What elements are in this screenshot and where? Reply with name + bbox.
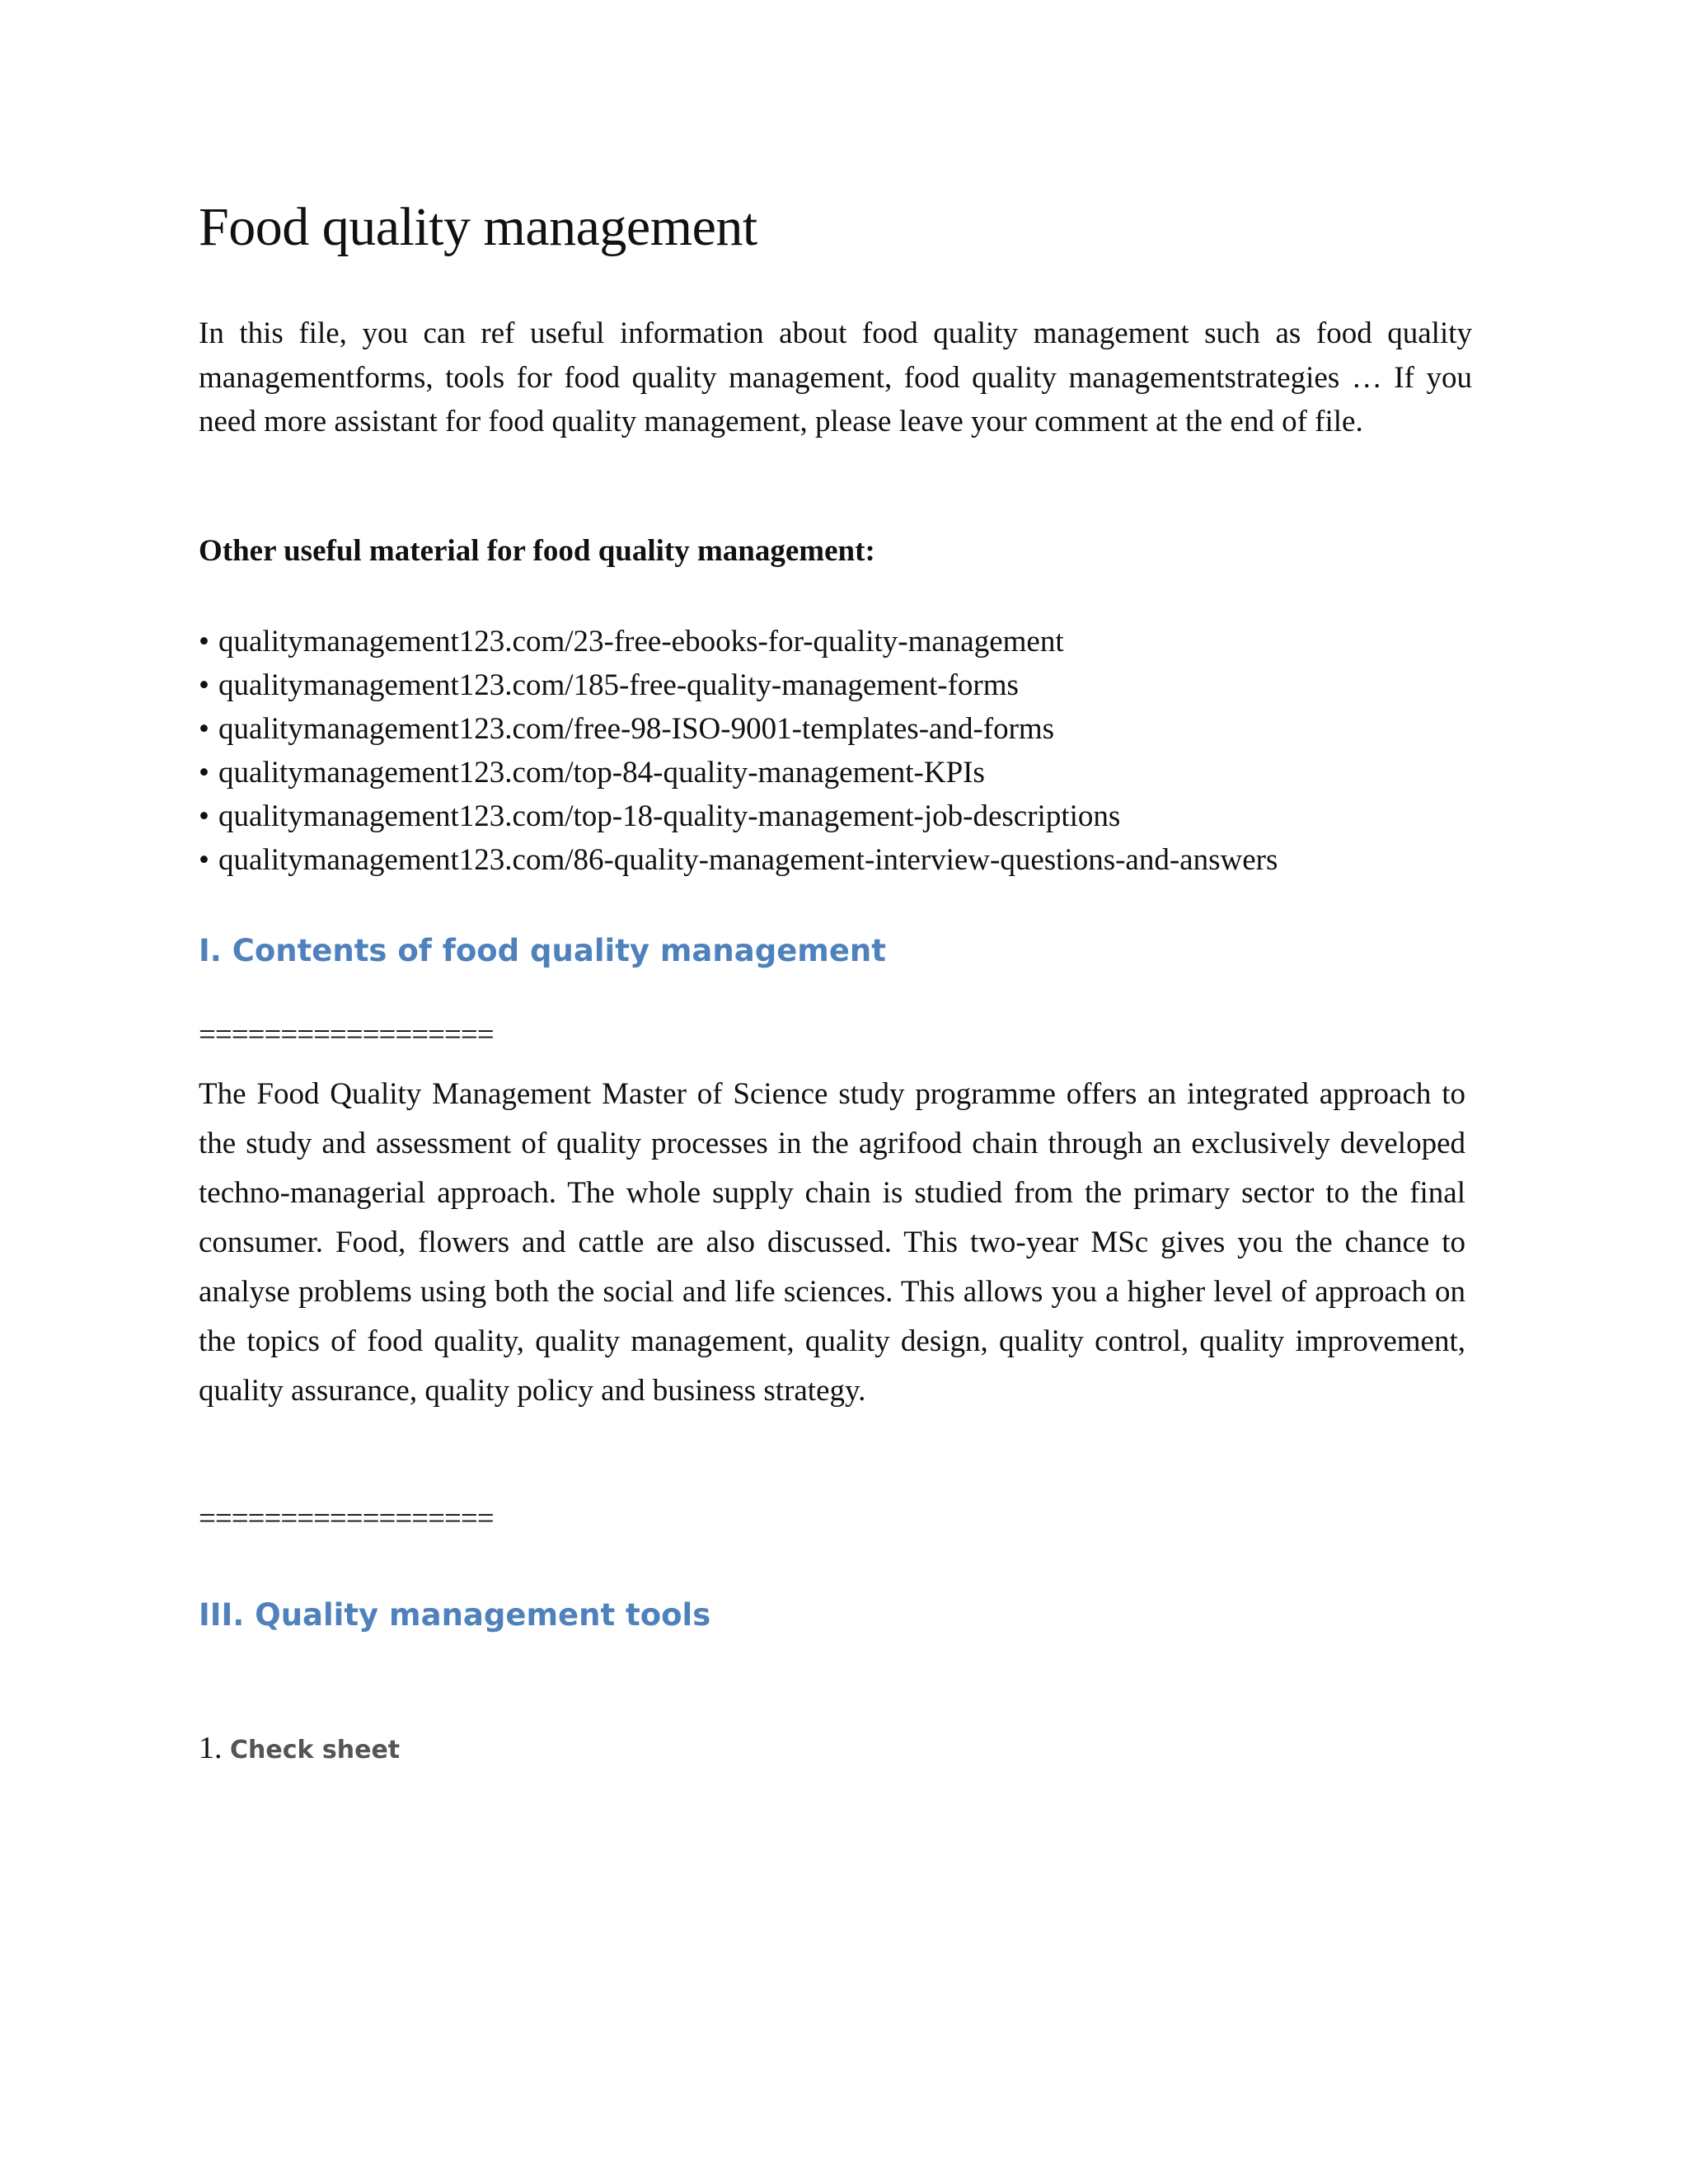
- section-contents-heading: I. Contents of food quality management: [199, 933, 886, 968]
- divider-line: ==================: [199, 1502, 494, 1535]
- bullet-icon: •: [199, 668, 209, 702]
- useful-link-item[interactable]: [199, 794, 1517, 838]
- divider-line: ==================: [199, 1018, 494, 1052]
- bullet-icon: •: [199, 625, 209, 658]
- section-contents-body: The Food Quality Management Master of Science study programme offers an integrated approach to the study and assessment of quality processes in the agrifood chain through an exclusively developed techno-managerial approach. The whole supply chain is studied from the primary sector to the final consumer. Food, flowers and cattle are also discussed. This two-year MSc gives you the chance to analyse problems using both the social and life sciences. This allows you a higher level of approach on the topics of food quality, quality management, quality design, quality control, quality improvement, quality assurance, quality policy and business strategy.: [199, 1077, 1465, 1408]
- useful-link-text[interactable]: qualitymanagement123.com/86-quality-management-interview-questions-and-answers: [218, 843, 1278, 877]
- useful-links-list: [199, 620, 1517, 882]
- useful-link-text[interactable]: qualitymanagement123.com/23-free-ebooks-for-quality-management: [218, 625, 1064, 658]
- other-material-heading: Other useful material for food quality management:: [199, 534, 875, 568]
- intro-paragraph: In this file, you can ref useful information about food quality management such as food quality managementforms, tools for food quality management, food quality managementstrategies … If you need more assistant for food quality management, please leave your comment at the end of file.: [199, 316, 1472, 438]
- document-title: Food quality management: [199, 197, 757, 257]
- bullet-icon: •: [199, 756, 209, 790]
- section-tools-heading: III. Quality management tools: [199, 1597, 711, 1633]
- useful-link-item[interactable]: [199, 663, 1517, 707]
- useful-link-text[interactable]: qualitymanagement123.com/top-84-quality-management-KPIs: [218, 756, 985, 790]
- tool-item-check-sheet: [199, 1727, 400, 1771]
- tool-item-label: Check sheet: [230, 1736, 401, 1765]
- bullet-icon: •: [199, 712, 209, 746]
- useful-link-item[interactable]: [199, 838, 1517, 882]
- useful-link-item[interactable]: [199, 751, 1517, 794]
- bullet-icon: •: [199, 799, 209, 833]
- useful-link-item[interactable]: [199, 620, 1517, 663]
- tool-item-number: 1.: [199, 1731, 223, 1765]
- useful-link-text[interactable]: qualitymanagement123.com/185-free-quality-management-forms: [218, 668, 1019, 702]
- bullet-icon: •: [199, 843, 209, 877]
- useful-link-text[interactable]: qualitymanagement123.com/free-98-ISO-9001-templates-and-forms: [218, 712, 1055, 746]
- useful-link-text[interactable]: qualitymanagement123.com/top-18-quality-management-job-descriptions: [218, 799, 1121, 833]
- useful-link-item[interactable]: [199, 707, 1517, 751]
